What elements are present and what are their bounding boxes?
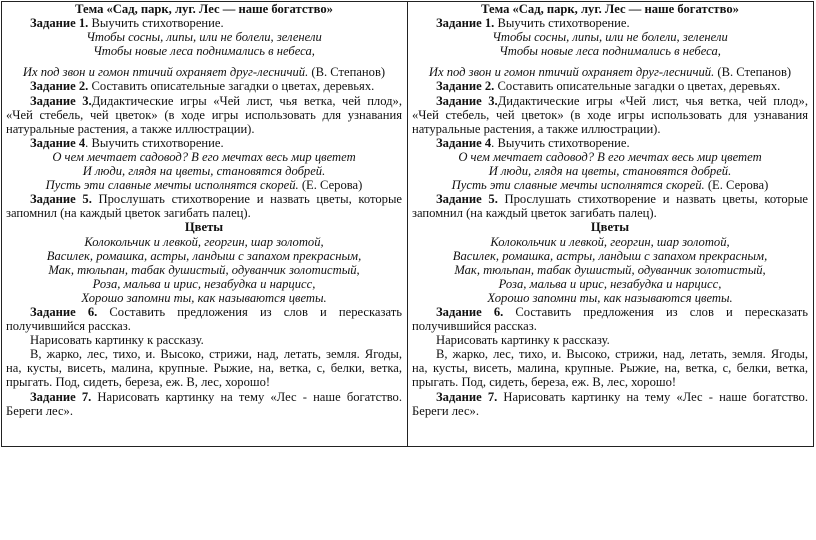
poem2-line-2: И люди, глядя на цветы, становятся добрей. — [82, 164, 326, 179]
poem3-line-3: Мак, тюльпан, табак душистый, одуванчик золотистый, — [48, 262, 360, 277]
poem3-line-4: Роза, мальва и ирис, незабудка и нарцисс, — [498, 276, 722, 291]
poem3-line-3: Мак, тюльпан, табак душистый, одуванчик золотистый, — [454, 262, 766, 277]
task-text: Дидактические игры «Чей лист, чья ветка, чей плод», «Чей стебель, чей цветок» (в ходе игры использовать для узнавания натуральные растения, а также иллюстрации). — [6, 93, 403, 136]
task-label: Задание 4 — [436, 135, 492, 150]
word-list: В, жарко, лес, тихо, и. Высоко, стрижи, над, летать, земля. Ягоды, на, кусты, висеть, малина, крупные. Рыжие, на, ветка, с, белки, ветка, прыгать. Под, сидеть, береза, еж. В, лес, хорошо! — [6, 347, 402, 390]
task-5 — [6, 192, 402, 220]
task-label: Задание 3. — [436, 93, 498, 108]
table-left-border — [1, 1, 2, 447]
poem2-line-2: И люди, глядя на цветы, становятся добрей. — [488, 164, 732, 179]
poem2-line-3: Пусть эти славные мечты исполнятся скорей. (Е. Серова) — [451, 178, 769, 193]
draw-instruction: Нарисовать картинку к рассказу. — [30, 333, 204, 348]
task-label: Задание 1. — [30, 16, 89, 31]
task-text: Составить предложения из слов и пересказать получившийся рассказ. — [412, 304, 808, 334]
poem3-line-4: Роза, мальва и ирис, незабудка и нарцисс, — [92, 276, 316, 291]
right-column-cell — [412, 2, 808, 418]
table-right-border — [813, 1, 814, 447]
task-2 — [412, 79, 808, 93]
flowers-title: Цветы — [590, 220, 630, 235]
column-title: Тема «Сад, парк, луг. Лес — наше богатство» — [481, 2, 739, 16]
poem1-line-1: Чтобы сосны, липы, или не болели, зеленели — [492, 30, 728, 45]
task-text: Нарисовать картинку на тему «Лес - наше богатство. Береги лес». — [6, 389, 403, 418]
task-label: Задание 5. — [30, 192, 92, 207]
poem3-line-5: Хорошо запомни ты, как называются цветы. — [487, 290, 733, 305]
task-label: Задание 7. — [30, 389, 92, 404]
task-label: Задание 6. — [30, 304, 98, 319]
task-text: Прослушать стихотворение и назвать цветы, которые запомнил (на каждый цветок загибать палец). — [412, 192, 808, 221]
draw-instruction: Нарисовать картинку к рассказу. — [436, 333, 610, 348]
poem-author: (Е. Серова) — [704, 178, 769, 193]
task-text: Выучить стихотворение. — [494, 16, 630, 31]
task-text: Нарисовать картинку на тему «Лес - наше богатство. Береги лес». — [412, 389, 809, 418]
poem1-line-3: Их под звон и гомон птичий охраняет друг-лесничий. (В. Степанов) — [22, 65, 386, 80]
task-2 — [6, 79, 402, 93]
task-4 — [6, 136, 402, 150]
task-1 — [412, 16, 808, 30]
poem2-line-1: О чем мечтает садовод? В его мечтах весь мир цветет — [458, 149, 762, 164]
poem3-line-5: Хорошо запомни ты, как называются цветы. — [81, 290, 327, 305]
task-7 — [412, 390, 808, 418]
poem1-line-1: Чтобы сосны, липы, или не болели, зеленели — [86, 30, 322, 45]
task-6 — [412, 305, 808, 333]
poem2-line-3: Пусть эти славные мечты исполнятся скорей. (Е. Серова) — [45, 178, 363, 193]
task-text: Составить предложения из слов и пересказать получившийся рассказ. — [6, 304, 402, 334]
task-5 — [412, 192, 808, 220]
poem2-line-1: О чем мечтает садовод? В его мечтах весь мир цветет — [52, 149, 356, 164]
poem1-line-2: Чтобы новые леса поднимались в небеса, — [499, 44, 721, 59]
poem3-line-1: Колокольчик и левкой, георгин, шар золотой, — [490, 234, 730, 249]
task-label: Задание 1. — [436, 16, 495, 31]
poem1-line-2: Чтобы новые леса поднимались в небеса, — [93, 44, 315, 59]
word-list: В, жарко, лес, тихо, и. Высоко, стрижи, над, летать, земля. Ягоды, на, кусты, висеть, малина, крупные. Рыжие, на, ветка, с, белки, ветка, прыгать. Под, сидеть, береза, еж. В, лес, хорошо! — [412, 347, 808, 390]
task-label: Задание 3. — [30, 93, 92, 108]
left-column-cell — [6, 2, 402, 418]
poem3-line-1: Колокольчик и левкой, георгин, шар золотой, — [84, 234, 324, 249]
task-text: Прослушать стихотворение и назвать цветы, которые запомнил (на каждый цветок загибать палец). — [6, 192, 402, 221]
task-3 — [412, 94, 808, 136]
table-middle-border — [407, 1, 408, 447]
task-text: . Выучить стихотворение. — [85, 135, 224, 150]
poem-author: (В. Степанов) — [308, 65, 386, 80]
task-label: Задание 6. — [436, 304, 504, 319]
task-label: Задание 2. — [30, 79, 89, 94]
task-label: Задание 5. — [436, 192, 498, 207]
task-label: Задание 4 — [30, 135, 86, 150]
poem-author: (Е. Серова) — [298, 178, 363, 193]
task-text: Составить описательные загадки о цветах, деревьях. — [88, 79, 375, 94]
poem3-line-2: Василек, ромашка, астры, ландыш с запахом прекрасным, — [452, 248, 768, 263]
poem3-line-2: Василек, ромашка, астры, ландыш с запахом прекрасным, — [46, 248, 362, 263]
poem1-line-3: Их под звон и гомон птичий охраняет друг-лесничий. (В. Степанов) — [428, 65, 792, 80]
flowers-title: Цветы — [184, 220, 224, 235]
task-4 — [412, 136, 808, 150]
poem-author: (В. Степанов) — [714, 65, 792, 80]
task-label: Задание 2. — [436, 79, 495, 94]
task-6 — [6, 305, 402, 333]
column-title: Тема «Сад, парк, луг. Лес — наше богатство» — [75, 2, 333, 16]
task-label: Задание 7. — [436, 389, 498, 404]
task-text: Составить описательные загадки о цветах, деревьях. — [494, 79, 781, 94]
task-text: . Выучить стихотворение. — [491, 135, 630, 150]
task-7 — [6, 390, 402, 418]
task-text: Дидактические игры «Чей лист, чья ветка, чей плод», «Чей стебель, чей цветок» (в ходе игры использовать для узнавания натуральные растения, а также иллюстрации). — [412, 93, 809, 136]
task-text: Выучить стихотворение. — [88, 16, 224, 31]
task-1 — [6, 16, 402, 30]
task-3 — [6, 94, 402, 136]
